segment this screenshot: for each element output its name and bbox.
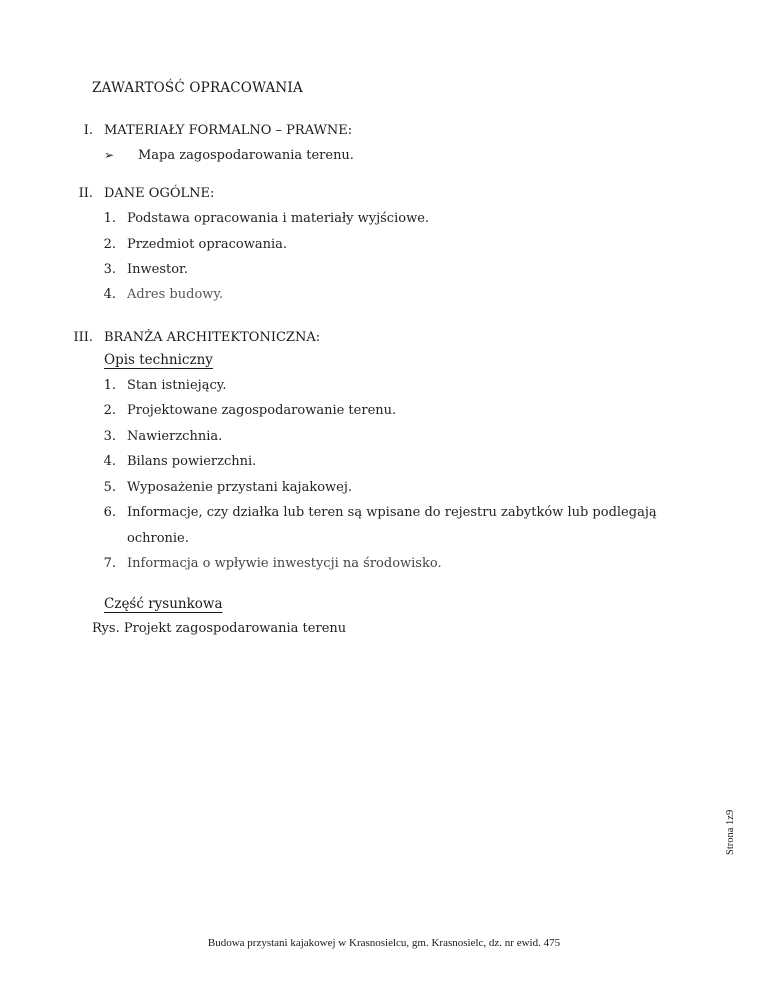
list-item: Projektowane zagospodarowanie terenu.: [127, 403, 397, 418]
list-item-number: 1.: [103, 378, 116, 393]
list-item-number: 4.: [103, 287, 116, 302]
list-item: Nawierzchnia.: [127, 429, 223, 444]
drawing-part-title: Część rysunkowa: [104, 596, 223, 612]
document-title: ZAWARTOŚĆ OPRACOWANIA: [92, 80, 303, 96]
section-1-number: I.: [83, 123, 93, 138]
section-2-title: DANE OGÓLNE:: [104, 186, 215, 201]
list-item: Podstawa opracowania i materiały wyjściowe.: [127, 211, 430, 226]
list-item-number: 2.: [103, 403, 116, 418]
list-item-number: 1.: [103, 211, 116, 226]
list-item: Przedmiot opracowania.: [127, 237, 288, 252]
list-item-number: 3.: [103, 429, 116, 444]
list-item: Informacje, czy działka lub teren są wpisane do rejestru zabytków lub podlegają: [127, 505, 657, 520]
page-footer: Budowa przystani kajakowej w Krasnosielcu, gm. Krasnosielc, dz. nr ewid. 475: [207, 937, 561, 949]
list-item-number: 3.: [103, 262, 116, 277]
section-3-title: BRANŻA ARCHITEKTONICZNA:: [104, 330, 321, 345]
list-item: Wyposażenie przystani kajakowej.: [127, 480, 353, 495]
list-item-number: 7.: [103, 556, 116, 571]
section-1-item: Mapa zagospodarowania terenu.: [138, 148, 354, 163]
list-item: Bilans powierzchni.: [127, 454, 257, 469]
arrow-bullet-icon: ➢: [104, 148, 115, 162]
list-item: Informacja o wpływie inwestycji na środowisko.: [127, 556, 442, 571]
list-item-number: 4.: [103, 454, 116, 469]
list-item-number: 6.: [103, 505, 116, 520]
subsection-title: Opis techniczny: [104, 352, 213, 368]
page-number-label: Strona 1z9: [725, 809, 736, 855]
list-item-number: 5.: [103, 480, 116, 495]
drawing-item: Rys. Projekt zagospodarowania terenu: [92, 621, 347, 636]
section-2-number: II.: [78, 186, 93, 201]
section-3-number: III.: [73, 330, 93, 345]
list-item: Stan istniejący.: [127, 378, 227, 393]
section-1-title: MATERIAŁY FORMALNO – PRAWNE:: [104, 123, 353, 138]
list-item-number: 2.: [103, 237, 116, 252]
list-item: Adres budowy.: [127, 287, 224, 302]
list-item-continuation: ochronie.: [127, 531, 189, 546]
list-item: Inwestor.: [127, 262, 188, 277]
